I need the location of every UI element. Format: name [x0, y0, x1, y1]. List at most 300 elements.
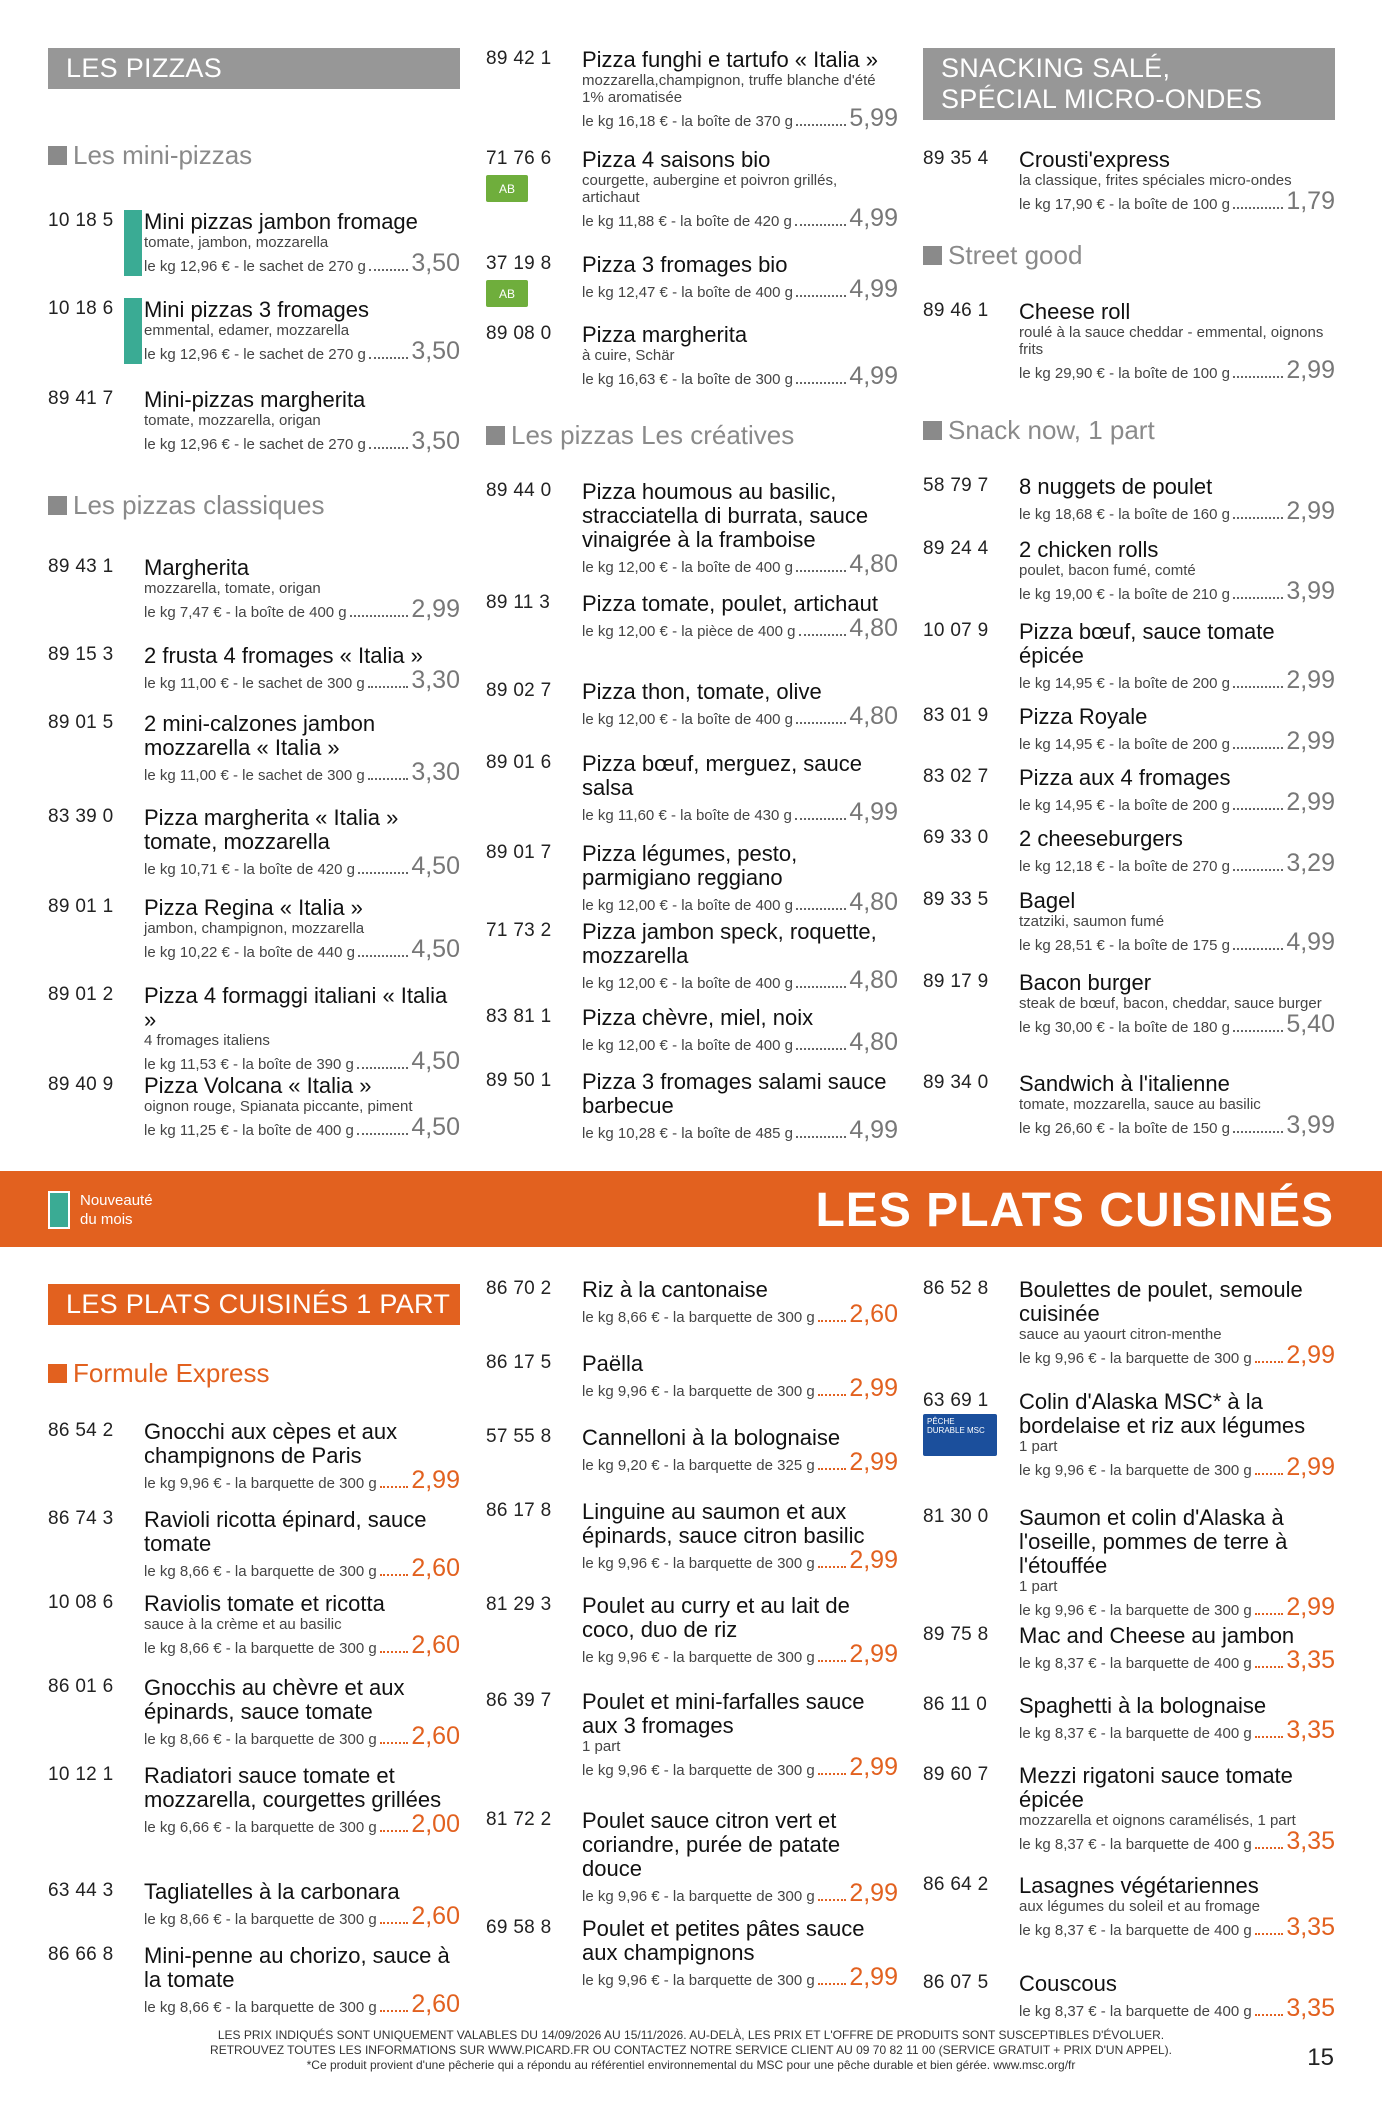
product-description: jambon, champignon, mozzarella: [144, 920, 365, 937]
product-code: 83 39 0: [48, 806, 114, 827]
dotted-leader: [1233, 207, 1283, 209]
product-description: roulé à la sauce cheddar - emmental, oignons frits: [1019, 324, 1324, 358]
product-body: [582, 323, 898, 389]
product-description: aux légumes du soleil et au fromage: [1019, 1898, 1260, 1915]
unit-price: le kg 8,37 € - la barquette de 400 g: [1019, 1655, 1252, 1672]
unit-price: le kg 9,96 € - la barquette de 300 g: [582, 1972, 815, 1989]
product-price: 5,40: [1286, 1010, 1335, 1038]
subcategory-label: Snack now, 1 part: [948, 415, 1155, 445]
product-price: 3,30: [411, 666, 460, 694]
unit-price: le kg 8,37 € - la barquette de 400 g: [1019, 1725, 1252, 1742]
price-line: [144, 1468, 460, 1493]
unit-price: le kg 28,51 € - la boîte de 175 g: [1019, 937, 1230, 954]
product-body: [582, 1917, 898, 1990]
product-description: mozzarella et oignons caramélisés, 1 part: [1019, 1812, 1296, 1829]
unit-price: le kg 6,66 € - la barquette de 300 g: [144, 1819, 377, 1836]
product-price: 2,60: [849, 1300, 898, 1328]
product-code: 71 76 6: [486, 148, 552, 169]
product-description: à cuire, Schär: [582, 347, 675, 364]
unit-price: le kg 10,28 € - la boîte de 485 g: [582, 1125, 793, 1142]
new-product-legend-icon: [48, 1191, 70, 1229]
unit-price: le kg 14,95 € - la boîte de 200 g: [1019, 736, 1230, 753]
unit-price: le kg 7,47 € - la boîte de 400 g: [144, 604, 347, 621]
product-description: courgette, aubergine et poivron grillés, artichaut: [582, 172, 838, 206]
product-name: Saumon et colin d'Alaska à l'oseille, pommes de terre à l'étouffée: [1019, 1505, 1288, 1578]
product-price: 2,99: [1286, 727, 1335, 755]
square-bullet-icon: [923, 421, 942, 440]
product-code: 89 08 0: [486, 323, 552, 344]
price-line: [1019, 1648, 1335, 1673]
product-price: 2,99: [1286, 1593, 1335, 1621]
product-price: 2,99: [849, 1546, 898, 1574]
product-body: [582, 752, 898, 825]
product-body: [582, 680, 898, 729]
new-product-legend: [80, 1191, 153, 1229]
product-name: Tagliatelles à la carbonara: [144, 1879, 400, 1904]
dotted-leader: [369, 357, 409, 359]
unit-price: le kg 12,96 € - le sachet de 270 g: [144, 258, 366, 275]
legend-line2: du mois: [80, 1211, 133, 1228]
product-body: [582, 1070, 898, 1143]
product-price: 3,35: [1286, 1913, 1335, 1941]
product-body: [582, 1809, 898, 1906]
price-line: [582, 1881, 898, 1906]
product-code: 63 69 1: [923, 1390, 989, 1411]
product-name: 2 chicken rolls: [1019, 537, 1159, 562]
product-name: 8 nuggets de poulet: [1019, 474, 1213, 499]
dotted-leader: [357, 1067, 408, 1069]
product-body: [144, 712, 460, 785]
dotted-leader: [796, 382, 846, 384]
unit-price: le kg 12,96 € - le sachet de 270 g: [144, 436, 366, 453]
product-body: [1019, 538, 1335, 604]
product-name: Poulet au curry et au lait de coco, duo de riz: [582, 1593, 850, 1642]
snacking-title-line2: SPÉCIAL MICRO-ONDES: [941, 84, 1263, 114]
pizzas-section-header: LES PIZZAS: [48, 48, 460, 89]
product-name: Radiatori sauce tomate et mozzarella, courgettes grillées: [144, 1763, 442, 1812]
product-price: 2,99: [849, 1374, 898, 1402]
product-price: 2,99: [1286, 666, 1335, 694]
unit-price: le kg 19,00 € - la boîte de 210 g: [1019, 586, 1230, 603]
price-line: [582, 890, 898, 915]
product-code: 86 64 2: [923, 1874, 989, 1895]
price-line: [144, 937, 460, 962]
new-product-marker: [124, 210, 142, 276]
dotted-leader: [795, 224, 846, 226]
product-description: 1 part: [582, 1738, 621, 1755]
unit-price: le kg 30,00 € - la boîte de 180 g: [1019, 1019, 1230, 1036]
subcategory-label: Street good: [948, 240, 1083, 270]
dotted-leader: [1233, 597, 1283, 599]
product-body: [144, 896, 460, 962]
product-code: 10 18 5: [48, 210, 114, 231]
product-body: [1019, 705, 1335, 754]
unit-price: le kg 9,96 € - la barquette de 300 g: [582, 1888, 815, 1905]
new-product-marker: [124, 298, 142, 364]
product-name: Poulet et mini-farfalles sauce aux 3 fromages: [582, 1689, 865, 1738]
product-price: 4,80: [849, 702, 898, 730]
product-name: Pizza aux 4 fromages: [1019, 765, 1231, 790]
product-code: 86 66 8: [48, 1944, 114, 1965]
product-price: 2,99: [849, 1640, 898, 1668]
product-description: 4 fromages italiens: [144, 1032, 270, 1049]
product-name: Pizza thon, tomate, olive: [582, 679, 822, 704]
product-code: 89 01 7: [486, 842, 552, 863]
product-name: Couscous: [1019, 1971, 1117, 1996]
dotted-leader: [1255, 1361, 1284, 1363]
price-line: [144, 1724, 460, 1749]
banner-title: LES PLATS CUISINÉS: [815, 1184, 1334, 1237]
product-code: 86 07 5: [923, 1972, 989, 1993]
product-name: Boulettes de poulet, semoule cuisinée: [1019, 1277, 1303, 1326]
dotted-leader: [818, 1468, 847, 1470]
product-name: Pizza bœuf, sauce tomate épicée: [1019, 619, 1275, 668]
subcategory-label: Les mini-pizzas: [73, 140, 253, 170]
product-code: 58 79 7: [923, 475, 989, 496]
dotted-leader: [1255, 1736, 1284, 1738]
product-name: Pizza bœuf, merguez, sauce salsa: [582, 751, 863, 800]
product-body: [582, 480, 898, 577]
unit-price: le kg 8,66 € - la barquette de 300 g: [144, 1563, 377, 1580]
product-name: 2 cheeseburgers: [1019, 826, 1183, 851]
unit-price: le kg 12,00 € - la pièce de 400 g: [582, 623, 796, 640]
product-price: 4,80: [849, 614, 898, 642]
price-line: [1019, 851, 1335, 876]
product-price: 4,80: [849, 966, 898, 994]
product-code: 86 74 3: [48, 1508, 114, 1529]
product-name: Pizza Royale: [1019, 704, 1148, 729]
product-description: sauce à la crème et au basilic: [144, 1616, 342, 1633]
product-name: Raviolis tomate et ricotta: [144, 1591, 385, 1616]
product-body: [144, 1420, 460, 1493]
product-code: 86 01 6: [48, 1676, 114, 1697]
product-code: 89 01 1: [48, 896, 114, 917]
product-body: [1019, 1390, 1335, 1480]
product-price: 4,80: [849, 550, 898, 578]
footer-line3: *Ce produit provient d'une pêcherie qui a répondu au référentiel environnemental du MSC pour une pêche durable et bien gérée. www.msc.org/fr: [306, 2058, 1076, 2072]
product-price: 3,99: [1286, 577, 1335, 605]
product-price: 3,50: [411, 427, 460, 455]
product-body: [582, 253, 898, 302]
dotted-leader: [380, 1574, 409, 1576]
product-body: [144, 210, 460, 276]
price-line: [1019, 668, 1335, 693]
price-line: [144, 1049, 460, 1074]
product-body: [582, 1500, 898, 1573]
dotted-leader: [1255, 1933, 1284, 1935]
price-line: [1019, 1996, 1335, 2021]
product-description: la classique, frites spéciales micro-ondes: [1019, 172, 1292, 189]
product-price: 4,80: [849, 888, 898, 916]
product-price: 4,50: [411, 935, 460, 963]
footer-legal: [0, 2028, 1382, 2073]
price-line: [1019, 1113, 1335, 1138]
product-price: 4,50: [411, 1113, 460, 1141]
product-price: 3,30: [411, 758, 460, 786]
formule-express-subcategory: [48, 1358, 460, 1389]
price-line: [582, 277, 898, 302]
product-code: 63 44 3: [48, 1880, 114, 1901]
price-line: [582, 552, 898, 577]
price-line: [582, 1450, 898, 1475]
product-name: Mini-pizzas margherita: [144, 387, 366, 412]
unit-price: le kg 9,96 € - la barquette de 300 g: [1019, 1462, 1252, 1479]
price-line: [582, 1118, 898, 1143]
product-body: [1019, 620, 1335, 693]
unit-price: le kg 8,66 € - la barquette de 300 g: [144, 1999, 377, 2016]
product-code: 10 12 1: [48, 1764, 114, 1785]
product-body: [144, 298, 460, 364]
unit-price: le kg 8,37 € - la barquette de 400 g: [1019, 1836, 1252, 1853]
dotted-leader: [380, 1651, 409, 1653]
price-line: [582, 704, 898, 729]
product-code: 89 42 1: [486, 48, 552, 69]
dotted-leader: [818, 1983, 847, 1985]
product-body: [582, 148, 898, 231]
dotted-leader: [1233, 869, 1283, 871]
mini-pizzas-subcategory: [48, 140, 460, 171]
product-code: 86 52 8: [923, 1278, 989, 1299]
product-name: Mezzi rigatoni sauce tomate épicée: [1019, 1763, 1293, 1812]
legend-line1: Nouveauté: [80, 1192, 153, 1209]
unit-price: le kg 8,66 € - la barquette de 300 g: [144, 1911, 377, 1928]
dotted-leader: [380, 2010, 409, 2012]
price-line: [1019, 1718, 1335, 1743]
product-body: [144, 1508, 460, 1581]
subcategory-label: Formule Express: [73, 1358, 270, 1388]
product-code: 89 33 5: [923, 889, 989, 910]
dotted-leader: [818, 1320, 847, 1322]
product-body: [144, 388, 460, 454]
dotted-leader: [796, 1136, 846, 1138]
product-price: 2,60: [411, 1990, 460, 2018]
dotted-leader: [380, 1922, 409, 1924]
product-price: 4,99: [849, 204, 898, 232]
product-code: 69 58 8: [486, 1917, 552, 1938]
product-name: Gnocchi aux cèpes et aux champignons de Paris: [144, 1419, 398, 1468]
footer-line1: LES PRIX INDIQUÉS SONT UNIQUEMENT VALABLES DU 14/09/2026 AU 15/11/2026. AU-DELÀ, LES PRIX ET L'OFFRE DE PRODUITS SONT SUSCEPTIBLES D'ÉVOLUER.: [217, 2028, 1165, 2042]
product-body: [582, 920, 898, 993]
product-body: [582, 48, 898, 131]
product-price: 2,60: [411, 1554, 460, 1582]
product-code: 10 18 6: [48, 298, 114, 319]
price-line: [144, 854, 460, 879]
product-body: [582, 1426, 898, 1475]
unit-price: le kg 11,60 € - la boîte de 430 g: [582, 807, 792, 824]
product-body: [582, 1278, 898, 1327]
price-line: [1019, 579, 1335, 604]
product-body: [1019, 1764, 1335, 1854]
product-code: 89 34 0: [923, 1072, 989, 1093]
dotted-leader: [799, 634, 847, 636]
price-line: [582, 800, 898, 825]
product-name: Pizza 4 saisons bio: [582, 147, 771, 172]
dotted-leader: [1255, 1473, 1284, 1475]
product-price: 3,35: [1286, 1827, 1335, 1855]
dotted-leader: [1255, 1666, 1284, 1668]
product-code: 10 07 9: [923, 620, 989, 641]
unit-price: le kg 18,68 € - la boîte de 160 g: [1019, 506, 1230, 523]
footer-line2: RETROUVEZ TOUTES LES INFORMATIONS SUR WWW.PICARD.FR OU CONTACTEZ NOTRE SERVICE CLIENT AU 09 70 82 11 00 (SERVICE GRATUIT + PRIX D'UN APPEL).: [210, 2043, 1172, 2057]
dotted-leader: [1233, 517, 1283, 519]
dotted-leader: [350, 615, 409, 617]
product-price: 4,50: [411, 1047, 460, 1075]
price-line: [582, 1965, 898, 1990]
price-line: [144, 429, 460, 454]
dotted-leader: [358, 955, 408, 957]
product-code: 89 43 1: [48, 556, 114, 577]
product-code: 89 01 5: [48, 712, 114, 733]
price-line: [144, 1115, 460, 1140]
product-name: Pizza 4 formaggi italiani « Italia »: [144, 983, 448, 1032]
product-body: [582, 1006, 898, 1055]
street-good-subcategory: [923, 240, 1335, 271]
product-description: mozzarella,champignon, truffe blanche d'été 1% aromatisée: [582, 72, 876, 106]
square-bullet-icon: [48, 496, 67, 515]
product-body: [144, 1944, 460, 2017]
product-name: Pizza tomate, poulet, artichaut: [582, 591, 878, 616]
product-name: Poulet sauce citron vert et coriandre, purée de patate douce: [582, 1808, 841, 1881]
creative-pizzas-subcategory: [486, 420, 898, 451]
product-body: [1019, 1278, 1335, 1368]
product-price: 2,60: [411, 1631, 460, 1659]
product-name: Pizza 3 fromages salami sauce barbecue: [582, 1069, 887, 1118]
price-line: [144, 251, 460, 276]
unit-price: le kg 12,00 € - la boîte de 400 g: [582, 897, 793, 914]
product-code: 10 08 6: [48, 1592, 114, 1613]
unit-price: le kg 26,60 € - la boîte de 150 g: [1019, 1120, 1230, 1137]
price-line: [1019, 189, 1335, 214]
unit-price: le kg 9,96 € - la barquette de 300 g: [582, 1555, 815, 1572]
unit-price: le kg 12,00 € - la boîte de 400 g: [582, 1037, 793, 1054]
product-code: 89 17 9: [923, 971, 989, 992]
product-price: 2,99: [849, 1879, 898, 1907]
product-body: [1019, 1874, 1335, 1940]
unit-price: le kg 14,95 € - la boîte de 200 g: [1019, 797, 1230, 814]
product-code: 86 11 0: [923, 1694, 988, 1715]
product-price: 3,35: [1286, 1646, 1335, 1674]
price-line: [582, 616, 898, 641]
unit-price: le kg 11,00 € - le sachet de 300 g: [144, 767, 365, 784]
product-code: 89 40 9: [48, 1074, 114, 1095]
product-name: Mini pizzas jambon fromage: [144, 209, 418, 234]
product-code: 37 19 8: [486, 253, 552, 274]
classic-pizzas-subcategory: [48, 490, 460, 521]
dotted-leader: [380, 1830, 409, 1832]
product-name: Pizza 3 fromages bio: [582, 252, 788, 277]
product-name: Pizza margherita: [582, 322, 748, 347]
product-description: steak de bœuf, bacon, cheddar, sauce burger: [1019, 995, 1322, 1012]
product-price: 2,99: [849, 1753, 898, 1781]
product-name: 2 frusta 4 fromages « Italia »: [144, 643, 423, 668]
product-price: 4,99: [849, 362, 898, 390]
product-code: 89 46 1: [923, 300, 989, 321]
product-price: 4,99: [849, 1116, 898, 1144]
product-code: 71 73 2: [486, 920, 552, 941]
dotted-leader: [1233, 948, 1283, 950]
product-price: 3,35: [1286, 1716, 1335, 1744]
product-code: 86 17 5: [486, 1352, 552, 1373]
subcategory-label: Les pizzas Les créatives: [511, 420, 795, 450]
product-name: Pizza funghi e tartufo « Italia »: [582, 47, 878, 72]
product-code: 86 17 8: [486, 1500, 552, 1521]
product-description: tomate, jambon, mozzarella: [144, 234, 329, 251]
product-price: 2,99: [411, 1466, 460, 1494]
dotted-leader: [357, 1133, 408, 1135]
product-code: 89 15 3: [48, 644, 114, 665]
product-name: Pizza Volcana « Italia »: [144, 1073, 372, 1098]
product-code: 89 11 3: [486, 592, 551, 613]
product-body: [1019, 475, 1335, 524]
unit-price: le kg 9,96 € - la barquette de 300 g: [582, 1649, 815, 1666]
product-name: Bacon burger: [1019, 970, 1152, 995]
unit-price: le kg 9,96 € - la barquette de 300 g: [1019, 1350, 1252, 1367]
product-name: Margherita: [144, 555, 250, 580]
product-body: [1019, 1506, 1335, 1620]
dotted-leader: [1233, 1131, 1283, 1133]
product-body: [144, 1880, 460, 1929]
snacking-section-header: [923, 48, 1335, 120]
product-body: [582, 1594, 898, 1667]
unit-price: le kg 11,25 € - la boîte de 400 g: [144, 1122, 354, 1139]
product-code: 57 55 8: [486, 1426, 552, 1447]
unit-price: le kg 14,95 € - la boîte de 200 g: [1019, 675, 1230, 692]
product-price: 2,99: [849, 1448, 898, 1476]
unit-price: le kg 29,90 € - la boîte de 100 g: [1019, 365, 1230, 382]
product-price: 4,50: [411, 852, 460, 880]
product-body: [1019, 971, 1335, 1037]
dotted-leader: [1233, 376, 1283, 378]
dotted-leader: [795, 818, 846, 820]
product-name: Pizza houmous au basilic, stracciatella di burrata, sauce vinaigrée à la framboise: [582, 479, 869, 552]
product-code: 83 01 9: [923, 705, 989, 726]
dotted-leader: [1233, 686, 1283, 688]
plats-section-header: LES PLATS CUISINÉS 1 PART: [48, 1284, 460, 1325]
product-name: 2 mini-calzones jambon mozzarella « Italia »: [144, 711, 376, 760]
product-body: [1019, 300, 1335, 383]
price-line: [144, 1633, 460, 1658]
unit-price: le kg 8,66 € - la barquette de 300 g: [582, 1309, 815, 1326]
product-price: 2,99: [1286, 356, 1335, 384]
product-price: 2,99: [1286, 788, 1335, 816]
product-code: 86 70 2: [486, 1278, 552, 1299]
product-price: 5,99: [849, 104, 898, 132]
product-name: Mini-penne au chorizo, sauce à la tomate: [144, 1943, 450, 1992]
plats-column: [48, 1284, 460, 1325]
unit-price: le kg 17,90 € - la boîte de 100 g: [1019, 196, 1230, 213]
unit-price: le kg 8,66 € - la barquette de 300 g: [144, 1640, 377, 1657]
dotted-leader: [369, 447, 409, 449]
price-line: [582, 1755, 898, 1780]
product-name: Pizza chèvre, miel, noix: [582, 1005, 814, 1030]
msc-label-icon: PÊCHE DURABLE MSC: [923, 1414, 997, 1456]
product-body: [144, 806, 460, 879]
dotted-leader: [1233, 808, 1283, 810]
unit-price: le kg 9,20 € - la barquette de 325 g: [582, 1457, 815, 1474]
square-bullet-icon: [923, 246, 942, 265]
product-price: 2,99: [1286, 1341, 1335, 1369]
product-price: 2,99: [1286, 497, 1335, 525]
square-bullet-icon: [48, 146, 67, 165]
product-name: Pizza margherita « Italia » tomate, mozzarella: [144, 805, 399, 854]
product-body: [1019, 1694, 1335, 1743]
dotted-leader: [1233, 747, 1283, 749]
price-line: [144, 1992, 460, 2017]
price-line: [582, 206, 898, 231]
unit-price: le kg 12,00 € - la boîte de 400 g: [582, 975, 793, 992]
price-line: [144, 339, 460, 364]
price-line: [1019, 1915, 1335, 1940]
